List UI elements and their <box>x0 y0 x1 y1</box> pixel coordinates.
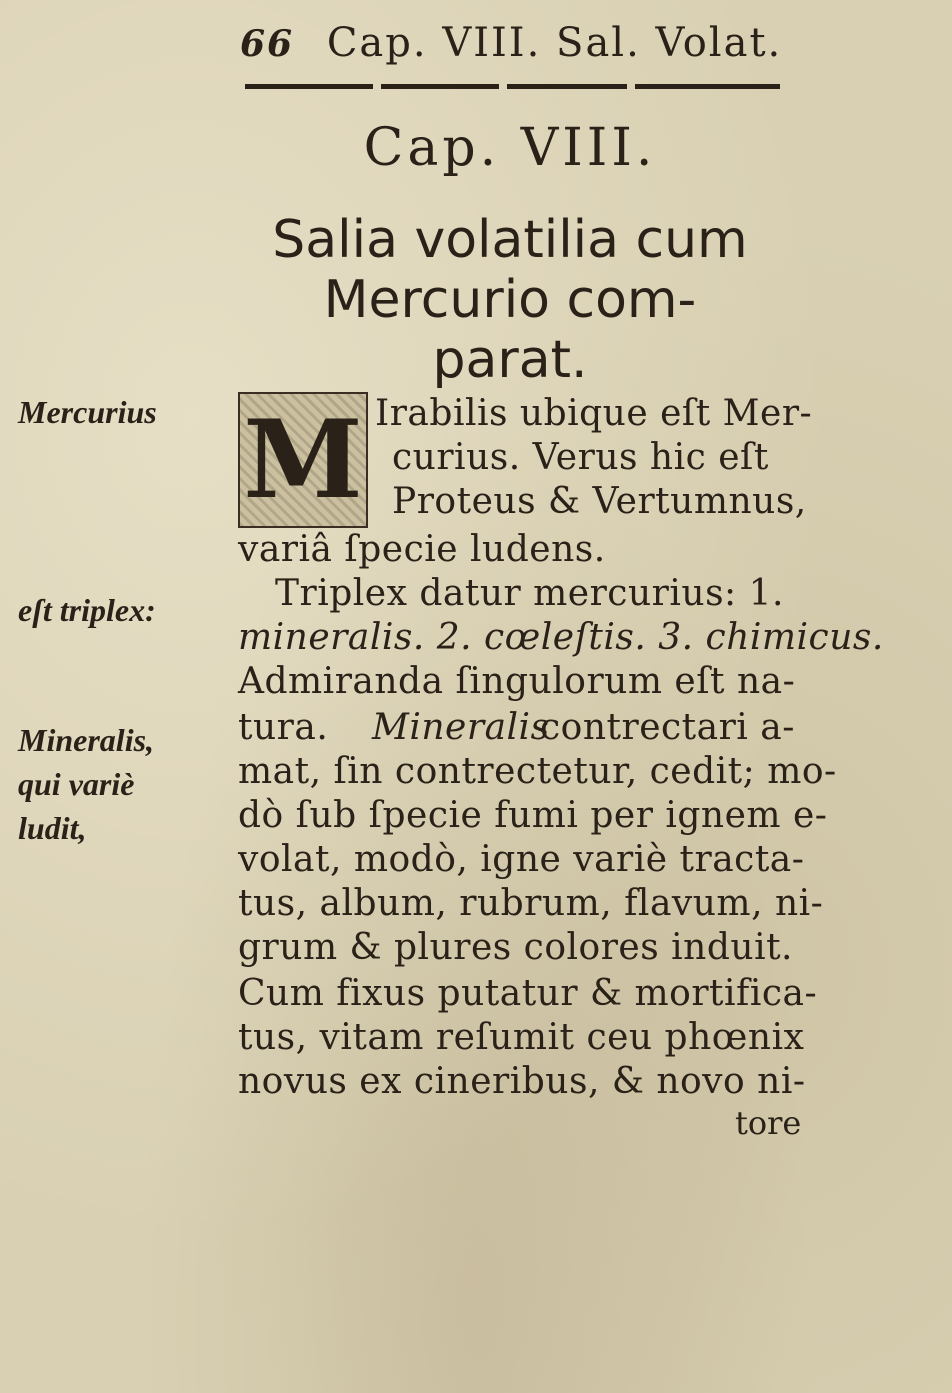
body-line-8c: contrectari a- <box>540 707 795 748</box>
catchword: tore <box>735 1104 802 1142</box>
body-line-11: volat, modò, igne variè tracta- <box>238 839 805 880</box>
body-line-15: tus, vitam reſumit ceu phœnix <box>238 1017 805 1058</box>
body-line-8a: tura. <box>238 707 329 748</box>
chapter-title-line-2: Mercurio com- <box>323 270 697 330</box>
running-head-title: Cap. VIII. Sal. Volat. <box>326 20 783 66</box>
body-line-2: curius. Verus hic eſt <box>392 437 769 478</box>
drop-cap-ornament <box>238 392 368 528</box>
body-line-1: Irabilis ubique eſt Mer- <box>375 393 813 434</box>
body-line-13: grum & plures colores induit. <box>238 927 793 968</box>
body-line-14: Cum fixus putatur & mortifica- <box>238 973 818 1014</box>
body-line-4: variâ ſpecie ludens. <box>238 529 606 570</box>
header-rule <box>245 84 780 89</box>
body-line-6: mineralis. 2. cœleſtis. 3. chimicus. <box>238 617 884 658</box>
body-line-7: Admiranda ſingulorum eſt na- <box>238 661 796 702</box>
body-line-16: novus ex cineribus, & novo ni- <box>238 1061 806 1102</box>
page-number: 66 <box>240 23 295 65</box>
running-head <box>240 20 783 70</box>
side-note-mineralis-2: qui variè <box>18 766 135 802</box>
chapter-title-line-3: parat. <box>432 330 588 390</box>
body-line-12: tus, album, rubrum, flavum, ni- <box>238 883 824 924</box>
chapter-title-line-1: Salia volatilia cum <box>272 210 748 270</box>
body-line-5: Triplex datur mercurius: 1. <box>275 573 784 614</box>
body-line-8b: Mineralis <box>372 707 550 748</box>
side-note-mineralis-3: ludit, <box>18 810 87 846</box>
side-note-mineralis-1: Mineralis, <box>18 722 155 758</box>
chapter-heading: Cap. VIII. <box>363 118 657 178</box>
body-line-9: mat, ſin contrectetur, cedit; mo- <box>238 751 837 792</box>
drop-cap-letter: M <box>243 397 363 523</box>
body-line-3: Proteus & Vertumnus, <box>392 481 807 522</box>
body-line-10: dò ſub ſpecie fumi per ignem e- <box>238 795 828 836</box>
side-note-mercurius: Mercurius <box>18 394 157 430</box>
side-note-triplex: eſt triplex: <box>18 592 156 628</box>
